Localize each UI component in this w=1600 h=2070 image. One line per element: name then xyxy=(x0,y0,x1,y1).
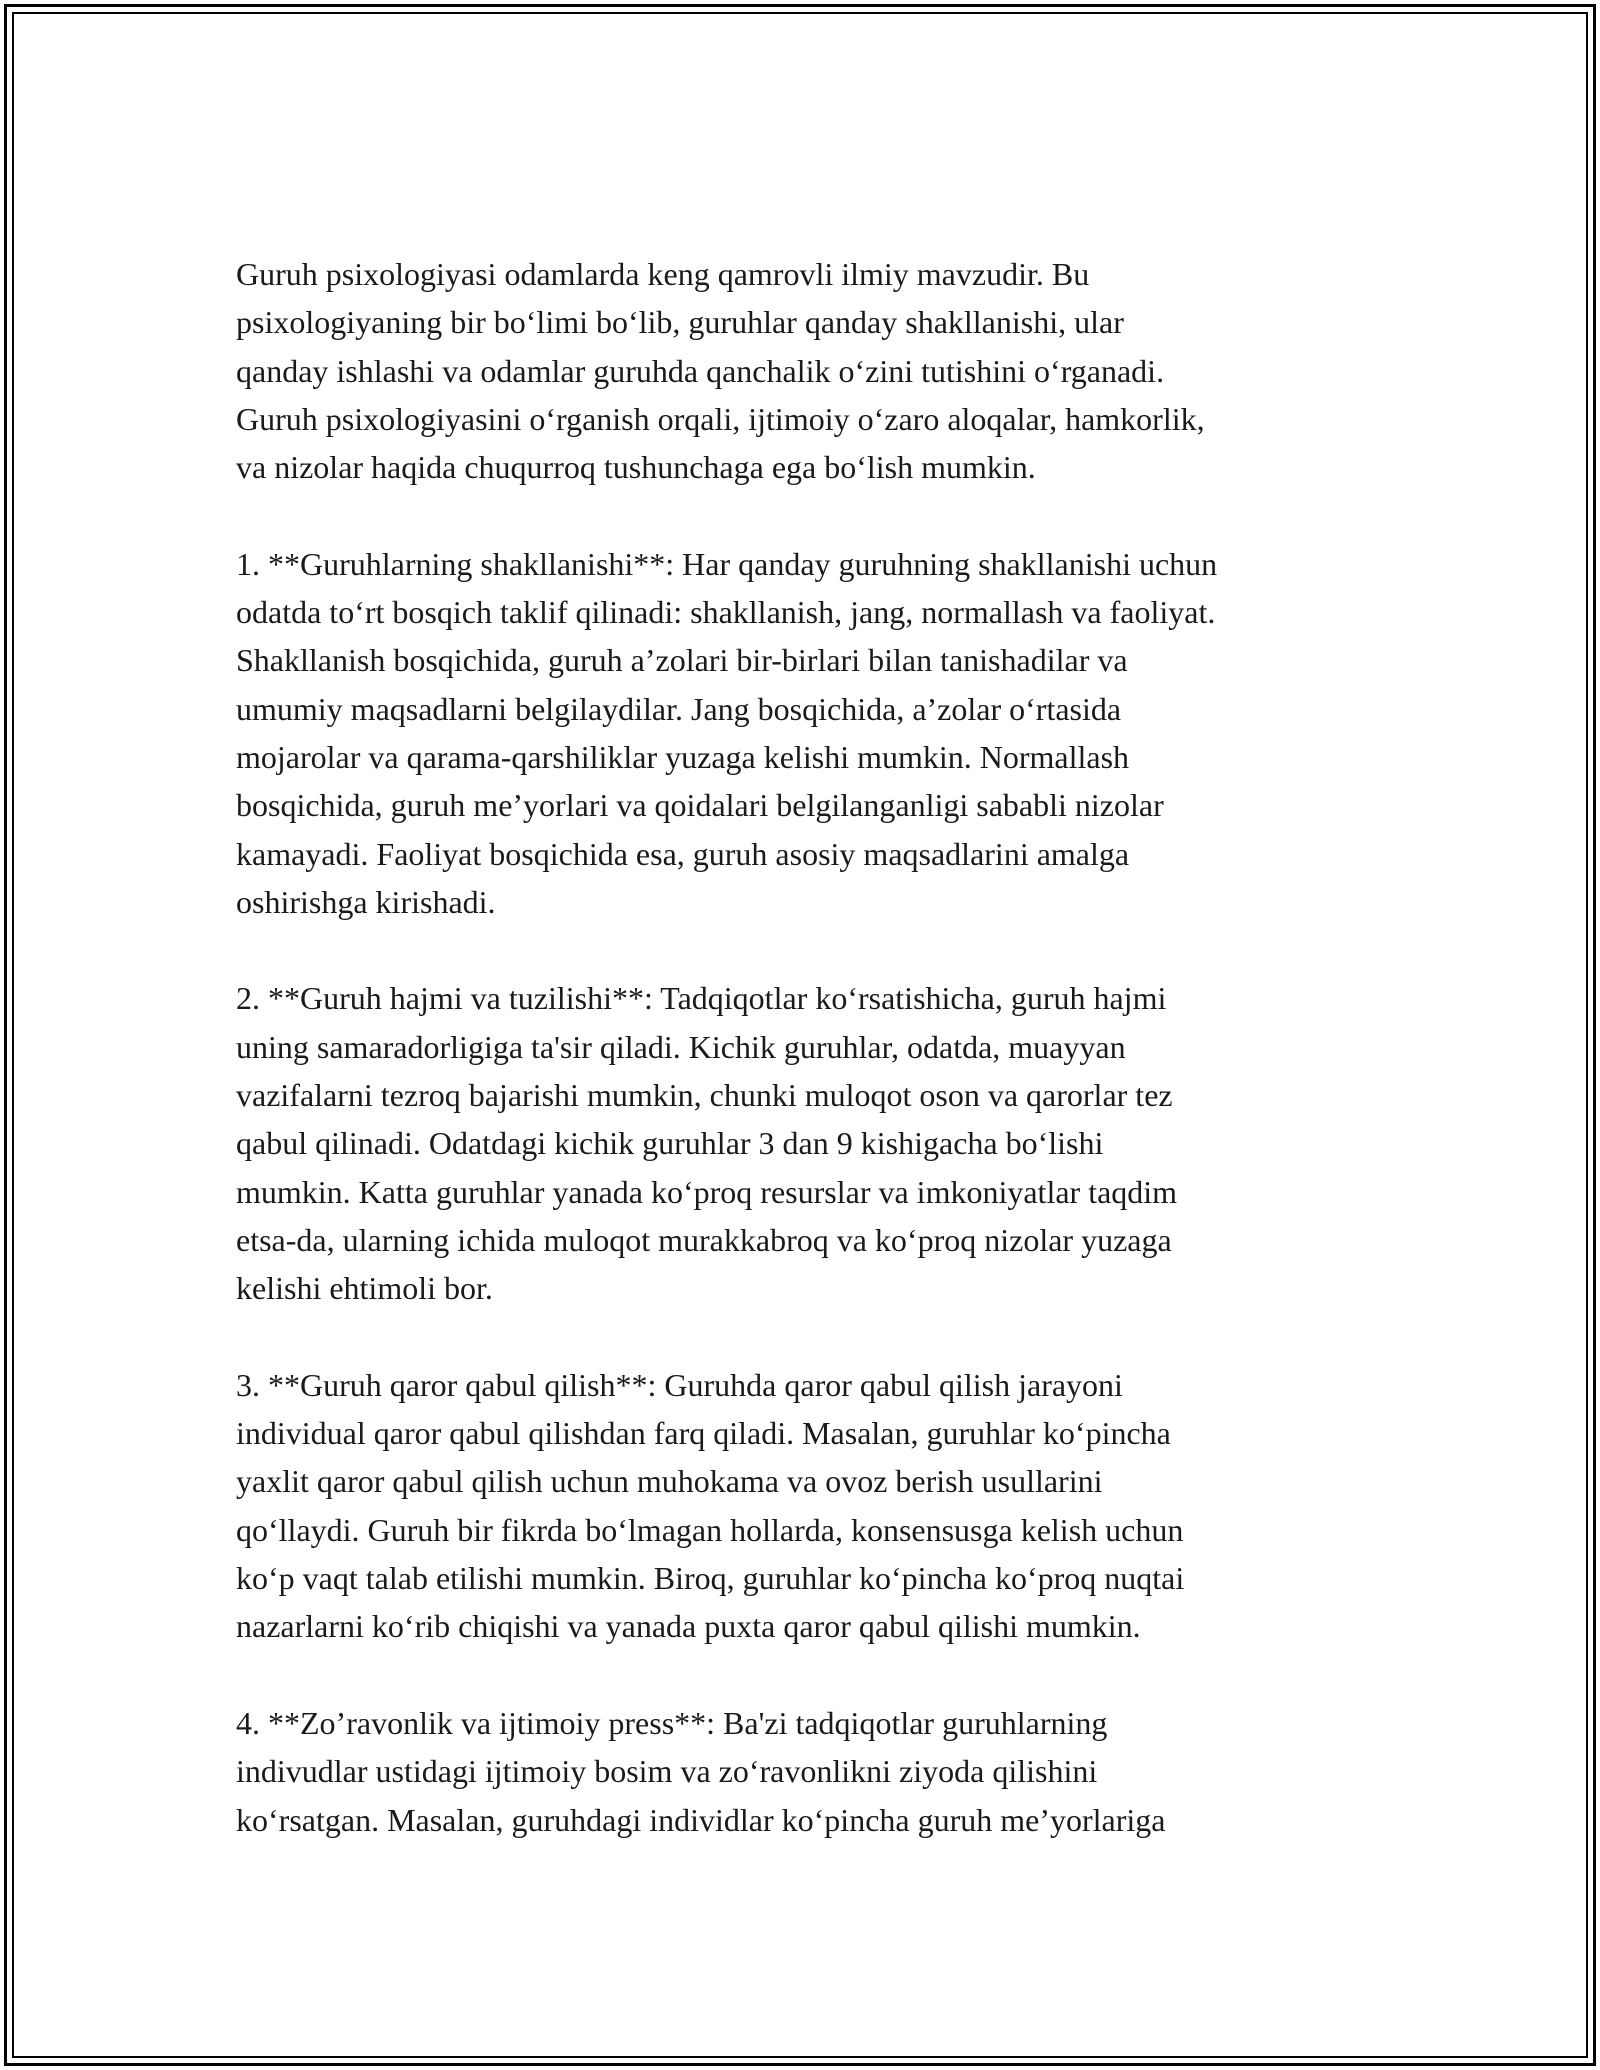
text-line: uning samaradorligiga ta'sir qiladi. Kichik guruhlar, odatda, muayyan xyxy=(236,1028,1126,1065)
text-line: mumkin. Katta guruhlar yanada ko‘proq resurslar va imkoniyatlar taqdim xyxy=(236,1173,1178,1210)
paragraph-group-size xyxy=(236,974,1376,1312)
text-line: odatda to‘rt bosqich taklif qilinadi: shakllanish, jang, normallash va faoliyat. xyxy=(236,594,1216,631)
text-line: Guruh psixologiyasini o‘rganish orqali, ijtimoiy o‘zaro aloqalar, hamkorlik, xyxy=(236,400,1205,437)
text-line: kamayadi. Faoliyat bosqichida esa, guruh asosiy maqsadlarini amalga xyxy=(236,835,1130,872)
text-line: qo‘llaydi. Guruh bir fikrda bo‘lmagan hollarda, konsensusga kelish uchun xyxy=(236,1511,1184,1548)
text-line: kelishi ehtimoli bor. xyxy=(236,1270,493,1307)
text-line: ko‘rsatgan. Masalan, guruhdagi individlar ko‘pincha guruh me’yorlariga xyxy=(236,1801,1166,1838)
text-line: Guruh psixologiyasi odamlarda keng qamrovli ilmiy mavzudir. Bu xyxy=(236,256,1090,292)
text-line: bosqichida, guruh me’yorlari va qoidalari belgilanganligi sababli nizolar xyxy=(236,787,1164,824)
paragraph-group-decision xyxy=(236,1361,1376,1651)
text-line: mojarolar va qarama-qarshiliklar yuzaga kelishi mumkin. Normallash xyxy=(236,738,1130,775)
text-line: etsa-da, ularning ichida muloqot murakkabroq va ko‘proq nizolar yuzaga xyxy=(236,1221,1172,1258)
document-body xyxy=(236,250,1376,1892)
text-line: individual qaror qabul qilishdan farq qiladi. Masalan, guruhlar ko‘pincha xyxy=(236,1415,1171,1452)
text-line: 4. **Zo’ravonlik va ijtimoiy press**: Ba'zi tadqiqotlar guruhlarning xyxy=(236,1704,1108,1741)
paragraph-social-pressure xyxy=(236,1699,1376,1844)
paragraph-group-formation xyxy=(236,540,1376,926)
text-line: ko‘p vaqt talab etilishi mumkin. Biroq, guruhlar ko‘pincha ko‘proq nuqtai xyxy=(236,1560,1185,1597)
text-line: oshirishga kirishadi. xyxy=(236,883,496,920)
text-line: 2. **Guruh hajmi va tuzilishi**: Tadqiqotlar ko‘rsatishicha, guruh hajmi xyxy=(236,980,1167,1017)
text-line: indivudlar ustidagi ijtimoiy bosim va zo‘ravonlikni ziyoda qilishini xyxy=(236,1753,1098,1790)
text-line: umumiy maqsadlarni belgilaydilar. Jang bosqichida, a’zolar o‘rtasida xyxy=(236,690,1122,727)
text-line: vazifalarni tezroq bajarishi mumkin, chunki muloqot oson va qarorlar tez xyxy=(236,1077,1173,1114)
text-line: 3. **Guruh qaror qabul qilish**: Guruhda qaror qabul qilish jarayoni xyxy=(236,1366,1123,1403)
paragraph-intro xyxy=(236,250,1376,491)
text-line: yaxlit qaror qabul qilish uchun muhokama va ovoz berish usullarini xyxy=(236,1463,1103,1500)
text-line: qabul qilinadi. Odatdagi kichik guruhlar 3 dan 9 kishigacha bo‘lishi xyxy=(236,1125,1104,1162)
text-line: 1. **Guruhlarning shakllanishi**: Har qanday guruhning shakllanishi uchun xyxy=(236,545,1218,582)
text-line: psixologiyaning bir bo‘limi bo‘lib, guruhlar qanday shakllanishi, ular xyxy=(236,304,1124,341)
text-line: nazarlarni ko‘rib chiqishi va yanada puxta qaror qabul qilishi mumkin. xyxy=(236,1608,1141,1645)
text-line: va nizolar haqida chuqurroq tushunchaga ega bo‘lish mumkin. xyxy=(236,449,1036,486)
text-line: qanday ishlashi va odamlar guruhda qanchalik o‘zini tutishini o‘rganadi. xyxy=(236,352,1165,389)
text-line: Shakllanish bosqichida, guruh a’zolari bir-birlari bilan tanishadilar va xyxy=(236,642,1128,679)
